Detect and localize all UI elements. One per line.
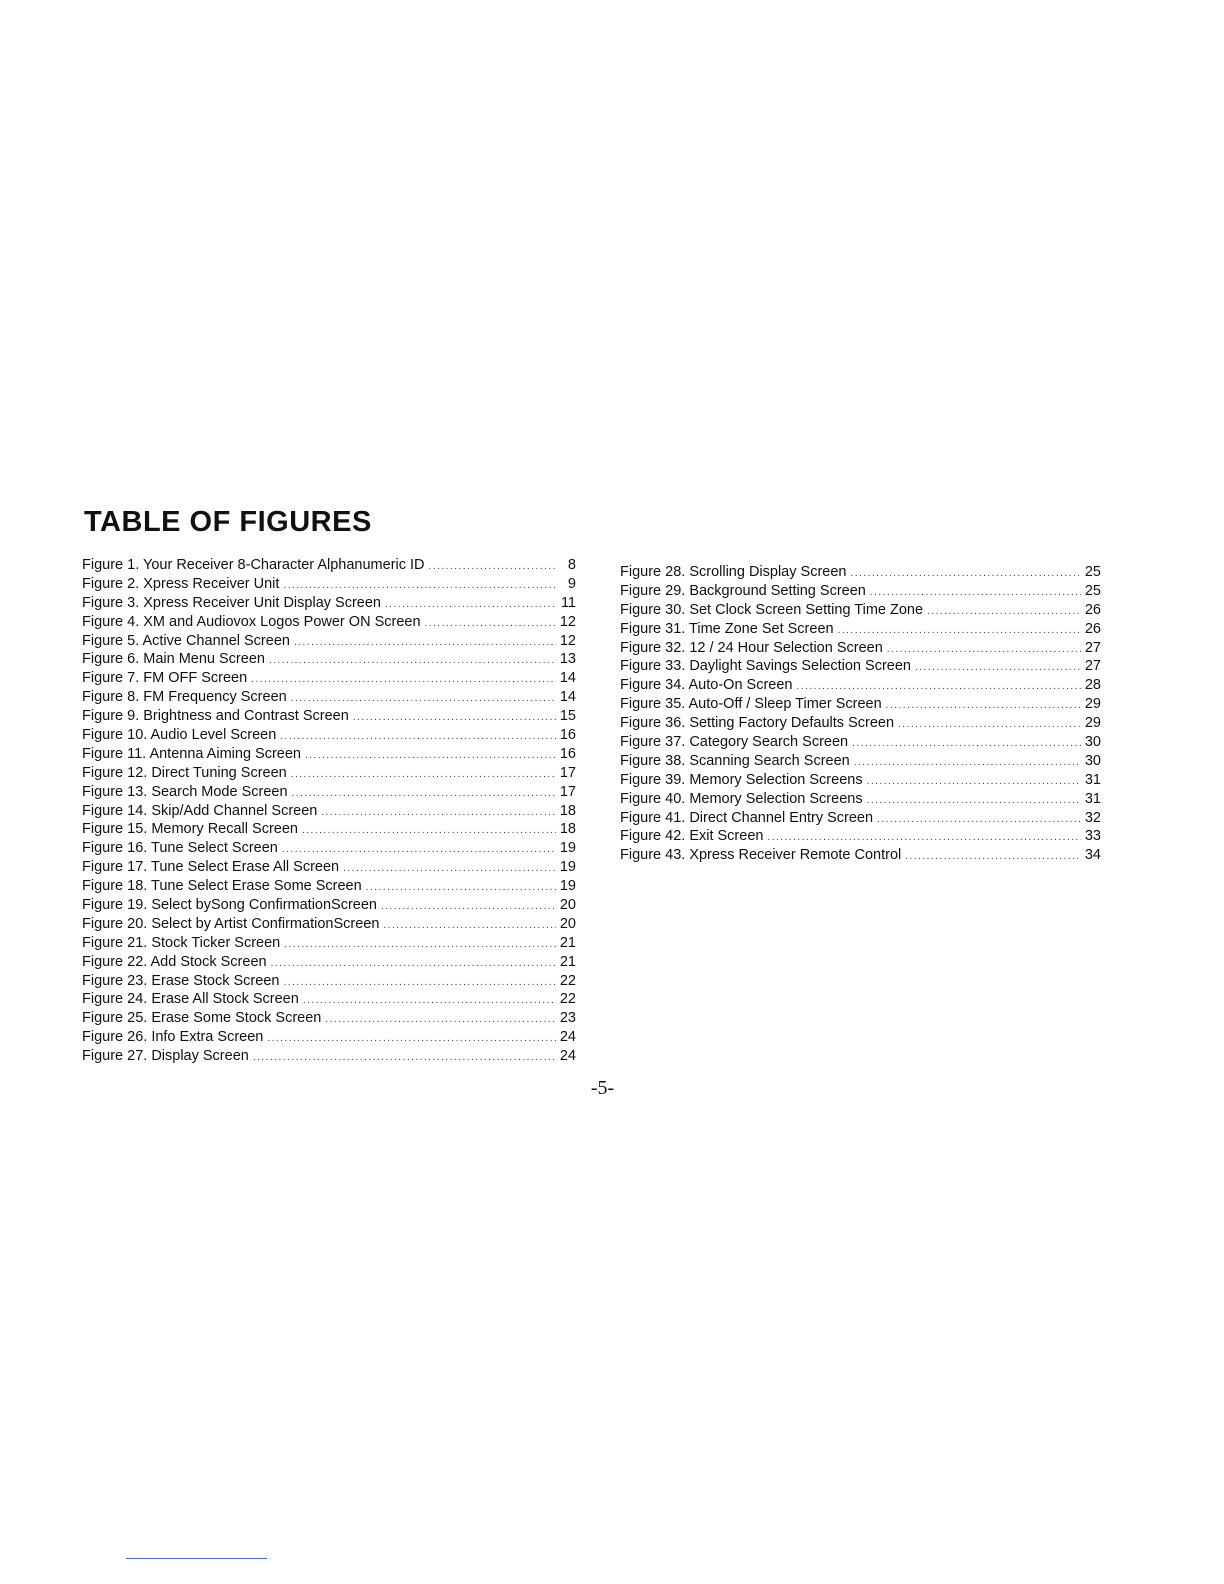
dot-leader — [905, 848, 1081, 867]
figure-title: Figure 23. Erase Stock Screen — [82, 972, 280, 989]
figure-title: Figure 9. Brightness and Contrast Screen — [82, 708, 349, 725]
figure-page-number: 27 — [1084, 639, 1101, 656]
figure-entry — [82, 839, 576, 858]
figure-title: Figure 29. Background Setting Screen — [620, 582, 866, 599]
figure-page-number: 31 — [1084, 771, 1101, 788]
figure-page-number: 24 — [559, 1048, 576, 1065]
figure-entry — [82, 783, 576, 802]
figure-title: Figure 18. Tune Select Erase Some Screen — [82, 878, 362, 895]
figure-entry — [620, 563, 1101, 582]
figure-title: Figure 5. Active Channel Screen — [82, 632, 290, 649]
figure-page-number: 21 — [559, 934, 576, 951]
figure-title: Figure 43. Xpress Receiver Remote Control — [620, 847, 902, 864]
figure-entry — [82, 556, 576, 575]
dot-leader — [852, 735, 1081, 754]
figure-page-number: 18 — [559, 802, 576, 819]
figure-title: Figure 15. Memory Recall Screen — [82, 821, 298, 838]
dot-leader — [867, 792, 1081, 811]
figure-entry — [82, 632, 576, 651]
dot-leader — [850, 565, 1080, 584]
figure-page-number: 20 — [559, 915, 576, 932]
dot-leader — [886, 697, 1081, 716]
figure-entry — [82, 915, 576, 934]
figure-entry — [82, 877, 576, 896]
dot-leader — [325, 1011, 555, 1030]
figure-entry — [82, 858, 576, 877]
figure-page-number: 9 — [567, 575, 576, 592]
figure-entry — [82, 594, 576, 613]
figure-page-number: 25 — [1084, 564, 1101, 580]
figure-entry — [620, 733, 1101, 752]
figure-entry — [82, 688, 576, 707]
dot-leader — [383, 917, 555, 936]
figure-title: Figure 25. Erase Some Stock Screen — [82, 1010, 322, 1027]
figure-page-number: 21 — [559, 953, 576, 970]
figure-entry — [82, 896, 576, 915]
page-number: -5- — [590, 1077, 615, 1099]
dot-leader — [280, 728, 556, 747]
figure-page-number: 18 — [559, 821, 576, 838]
dot-leader — [343, 860, 556, 879]
figure-entry — [620, 771, 1101, 790]
dot-leader — [305, 747, 556, 766]
figure-title: Figure 34. Auto-On Screen — [620, 677, 793, 694]
dot-leader — [267, 1030, 556, 1049]
dot-leader — [251, 671, 556, 690]
figure-page-number: 16 — [559, 727, 576, 744]
dot-leader — [269, 652, 556, 671]
figure-title: Figure 22. Add Stock Screen — [82, 953, 267, 970]
dot-leader — [381, 898, 556, 917]
figure-page-number: 25 — [1084, 582, 1101, 599]
figure-title: Figure 38. Scanning Search Screen — [620, 752, 850, 769]
figure-page-number: 19 — [559, 859, 576, 876]
figure-page-number: 19 — [559, 878, 576, 895]
figure-page-number: 26 — [1084, 601, 1101, 618]
figure-title: Figure 30. Set Clock Screen Setting Time Zone — [620, 601, 924, 618]
figure-title: Figure 19. Select bySong ConfirmationScreen — [82, 897, 377, 914]
figure-entry — [620, 827, 1101, 846]
figure-page-number: 30 — [1084, 734, 1101, 751]
figure-page-number: 24 — [559, 1029, 576, 1046]
figure-title: Figure 7. FM OFF Screen — [82, 670, 248, 687]
figure-entry — [620, 695, 1101, 714]
figure-entry — [620, 582, 1101, 601]
dot-leader — [366, 879, 556, 898]
figure-page-number: 29 — [1084, 715, 1101, 732]
dot-leader — [915, 659, 1081, 678]
figure-page-number: 29 — [1084, 696, 1101, 713]
figure-title: Figure 24. Erase All Stock Screen — [82, 991, 299, 1008]
figure-entry — [82, 1009, 576, 1028]
figure-title: Figure 42. Exit Screen — [620, 828, 764, 845]
figure-title: Figure 8. FM Frequency Screen — [82, 689, 287, 706]
figure-page-number: 31 — [1084, 790, 1101, 807]
figure-entry — [82, 745, 576, 764]
figure-title: Figure 26. Info Extra Screen — [82, 1029, 264, 1046]
dot-leader — [284, 936, 556, 955]
figure-page-number: 34 — [1084, 847, 1101, 864]
figure-page-number: 28 — [1084, 677, 1101, 694]
dot-leader — [854, 754, 1081, 773]
dot-leader — [253, 1049, 556, 1068]
figure-page-number: 33 — [1084, 828, 1101, 845]
dot-leader — [927, 603, 1081, 622]
figure-page-number: 20 — [559, 897, 576, 914]
figure-page-number: 14 — [559, 670, 576, 687]
figure-title: Figure 32. 12 / 24 Hour Selection Screen — [620, 639, 883, 656]
figure-entry — [82, 972, 576, 991]
figure-entry — [620, 809, 1101, 828]
figure-page-number: 15 — [559, 708, 576, 725]
dot-leader — [867, 773, 1081, 792]
dot-leader — [303, 992, 556, 1011]
footnote-rule — [126, 1558, 267, 1559]
dot-leader — [302, 822, 556, 841]
figure-entry — [82, 669, 576, 688]
figure-title: Figure 31. Time Zone Set Screen — [620, 620, 834, 637]
dot-leader — [425, 615, 556, 634]
figure-entry — [620, 639, 1101, 658]
figure-entry — [82, 726, 576, 745]
dot-leader — [429, 558, 556, 577]
figure-entry — [82, 650, 576, 669]
figure-entry — [82, 707, 576, 726]
figure-entry — [82, 764, 576, 783]
figure-title: Figure 27. Display Screen — [82, 1048, 249, 1065]
figure-title: Figure 6. Main Menu Screen — [82, 651, 265, 668]
figure-page-number: 12 — [559, 632, 576, 649]
figure-page-number: 13 — [559, 651, 576, 668]
figure-page-number: 12 — [559, 613, 576, 630]
figure-title: Figure 11. Antenna Aiming Screen — [82, 745, 301, 762]
figure-page-number: 8 — [567, 557, 576, 573]
figure-entry — [82, 934, 576, 953]
figure-entry — [620, 657, 1101, 676]
dot-leader — [877, 811, 1081, 830]
figure-title: Figure 28. Scrolling Display Screen — [620, 564, 847, 580]
figure-page-number: 26 — [1084, 620, 1101, 637]
figure-title: Figure 40. Memory Selection Screens — [620, 790, 863, 807]
figure-entry — [82, 1047, 576, 1066]
figure-entry — [620, 601, 1101, 620]
figure-page-number: 22 — [559, 972, 576, 989]
figure-title: Figure 17. Tune Select Erase All Screen — [82, 859, 340, 876]
figure-page-number: 19 — [559, 840, 576, 857]
figure-title: Figure 33. Daylight Savings Selection Screen — [620, 658, 911, 675]
figure-entry — [620, 790, 1101, 809]
figure-page-number: 27 — [1084, 658, 1101, 675]
dot-leader — [898, 716, 1081, 735]
figure-title: Figure 1. Your Receiver 8-Character Alphanumeric ID — [82, 557, 425, 573]
figure-list-right — [620, 563, 1101, 865]
dot-leader — [353, 709, 556, 728]
figure-title: Figure 21. Stock Ticker Screen — [82, 934, 281, 951]
figure-entry — [82, 802, 576, 821]
figure-page-number: 11 — [560, 594, 576, 611]
dot-leader — [887, 641, 1081, 660]
figure-entry — [82, 990, 576, 1009]
figure-title: Figure 39. Memory Selection Screens — [620, 771, 863, 788]
figure-entry — [82, 820, 576, 839]
figure-title: Figure 2. Xpress Receiver Unit — [82, 575, 280, 592]
figure-page-number: 30 — [1084, 752, 1101, 769]
figure-title: Figure 41. Direct Channel Entry Screen — [620, 809, 874, 826]
figure-page-number: 14 — [559, 689, 576, 706]
figure-page-number: 23 — [559, 1010, 576, 1027]
figure-entry — [620, 846, 1101, 865]
figure-page-number: 22 — [559, 991, 576, 1008]
figure-page-number: 17 — [559, 783, 576, 800]
figure-page-number: 16 — [559, 745, 576, 762]
figure-title: Figure 35. Auto-Off / Sleep Timer Screen — [620, 696, 882, 713]
figure-entry — [82, 613, 576, 632]
dot-leader — [321, 804, 555, 823]
figure-entry — [82, 953, 576, 972]
figure-entry — [620, 752, 1101, 771]
dot-leader — [283, 974, 555, 993]
figure-title: Figure 12. Direct Tuning Screen — [82, 764, 287, 781]
dot-leader — [294, 634, 556, 653]
figure-title: Figure 3. Xpress Receiver Unit Display Screen — [82, 594, 381, 611]
figure-entry — [620, 714, 1101, 733]
figure-list-left — [82, 556, 576, 1066]
figure-entry — [620, 620, 1101, 639]
dot-leader — [292, 785, 556, 804]
figure-title: Figure 10. Audio Level Screen — [82, 727, 277, 744]
dot-leader — [271, 955, 556, 974]
figure-entry — [82, 575, 576, 594]
dot-leader — [291, 766, 556, 785]
page-title: TABLE OF FIGURES — [84, 506, 372, 538]
figure-entry — [620, 676, 1101, 695]
figure-page-number: 17 — [559, 764, 576, 781]
figure-title: Figure 13. Search Mode Screen — [82, 783, 288, 800]
figure-page-number: 32 — [1084, 809, 1101, 826]
figure-title: Figure 37. Category Search Screen — [620, 734, 849, 751]
figure-title: Figure 36. Setting Factory Defaults Screen — [620, 715, 895, 732]
figure-title: Figure 20. Select by Artist ConfirmationScreen — [82, 915, 380, 932]
figure-entry — [82, 1028, 576, 1047]
figure-title: Figure 14. Skip/Add Channel Screen — [82, 802, 318, 819]
figure-title: Figure 4. XM and Audiovox Logos Power ON Screen — [82, 613, 421, 630]
figure-title: Figure 16. Tune Select Screen — [82, 840, 278, 857]
